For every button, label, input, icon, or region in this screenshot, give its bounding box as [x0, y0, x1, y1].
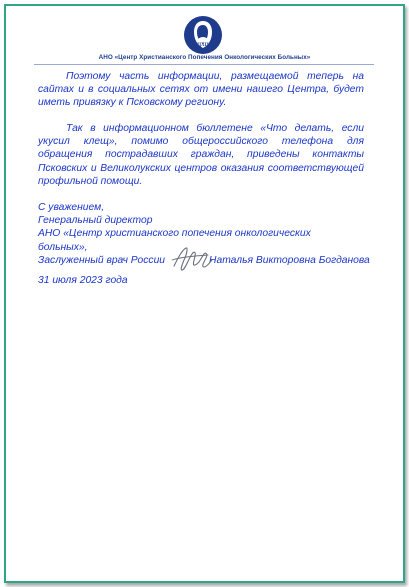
handwritten-signature: [168, 240, 216, 276]
body-paragraph-1: Поэтому часть информации, размещаемой теперь на сайтах и в социальных сетях от имени нашего Центра, будет иметь привязку к Псковскому региону.: [38, 71, 364, 109]
header-divider: [34, 64, 374, 65]
closing-position: Генеральный директор: [38, 215, 153, 227]
closing-regards: С уважением,: [38, 202, 105, 213]
organization-header: АНО «Центр Христианского Попечения Онкологических Больных»: [98, 54, 311, 61]
closing-org-line-2: больных»,: [38, 241, 88, 253]
svg-text:ЦХП: ЦХП: [197, 43, 209, 48]
signer-title: Заслуженный врач России: [38, 254, 166, 266]
body-paragraph-2: Так в информационном бюллетене «Что делать, если укусил клещ», помимо общероссийского телефона для обращения пострадавших граждан, приведены контакты Псковских и Великолукских центров оказания соответствующей профильной помощи.: [38, 123, 364, 187]
closing-org-line-1: АНО «Центр христианского попечения онкологических: [38, 228, 311, 240]
letter-date: 31 июля 2023 года: [38, 275, 128, 286]
signer-name: Наталья Викторовна Богданова: [209, 254, 370, 266]
organization-logo: [183, 15, 223, 55]
